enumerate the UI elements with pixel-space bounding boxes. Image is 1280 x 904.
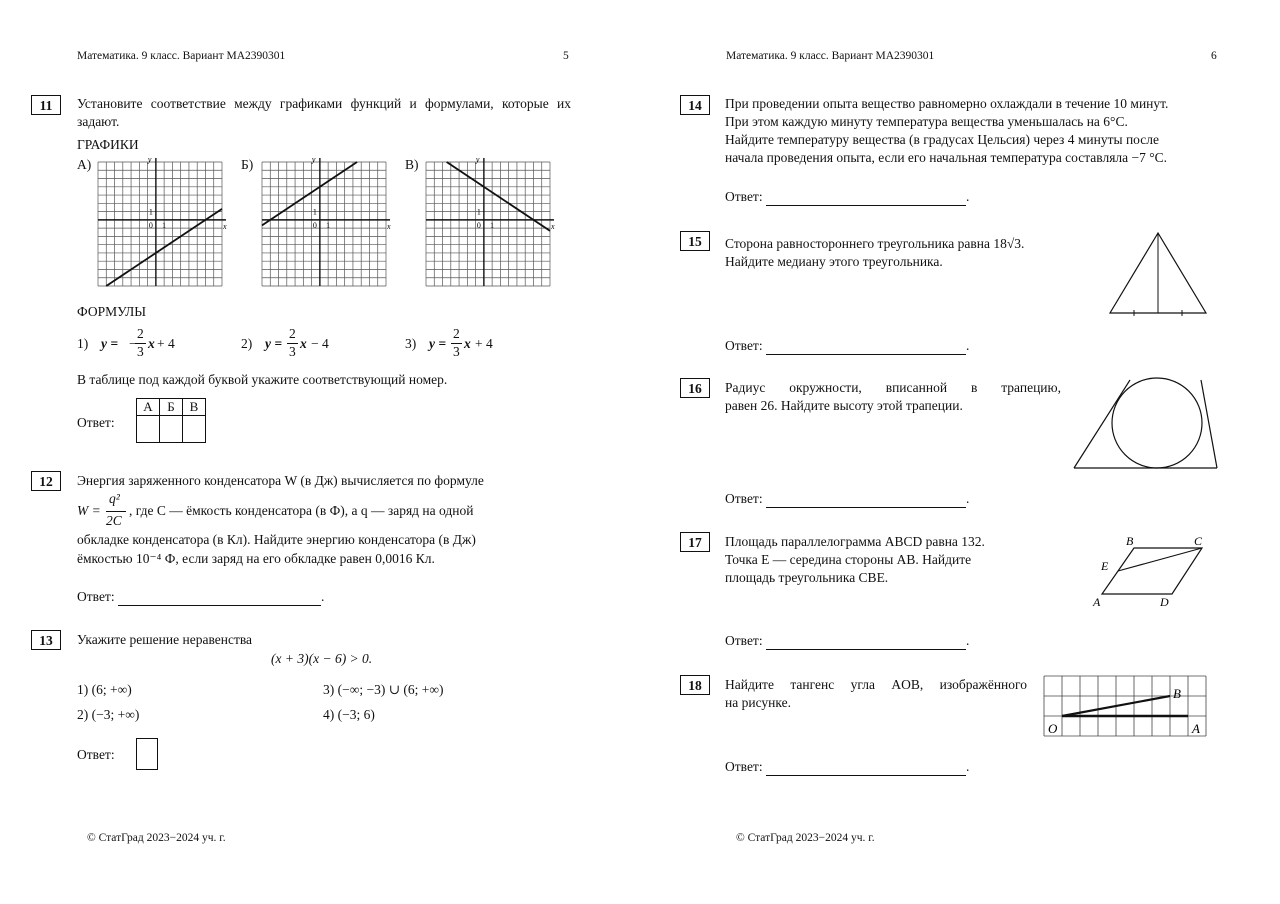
label-a: A [1093, 595, 1101, 609]
graph-a [98, 155, 227, 286]
task-13-answer-box[interactable] [136, 738, 158, 770]
tick-x-one: 1 [162, 220, 167, 230]
task-13-option-4[interactable]: 4) (−3; 6) [323, 707, 375, 722]
task-13-answer-label: Ответ: [77, 747, 115, 762]
trapezoid-figure [1073, 378, 1219, 470]
answer-cell-c[interactable] [183, 416, 206, 443]
task-14-number: 14 [680, 95, 710, 115]
task-16-number: 16 [680, 378, 710, 398]
left-footer: © СтатГрад 2023−2024 уч. г. [87, 832, 226, 844]
graph-b-line [262, 162, 357, 225]
parallelogram-figure [1090, 532, 1210, 610]
task-15-answer-line[interactable] [766, 340, 966, 355]
task-11-answer-table [136, 398, 206, 443]
angle-grid-figure [1044, 676, 1206, 736]
task-17-text: Площадь параллелограмма ABCD равна 132. Точка E — середина стороны AB. Найдите площадь треугольника CBE. [725, 534, 985, 585]
label-b: B [1126, 534, 1134, 548]
task-13-option-1[interactable]: 1) (6; +∞) [77, 682, 132, 697]
y-axis-label: y [311, 155, 316, 164]
graph-b [262, 155, 391, 286]
answer-cell-a[interactable] [137, 416, 160, 443]
task-13-number: 13 [31, 630, 61, 650]
graph-letter-b: Б) [241, 157, 254, 172]
graphs-label: ГРАФИКИ [77, 137, 139, 152]
formulas-label: ФОРМУЛЫ [77, 304, 147, 319]
task-18-number: 18 [680, 675, 710, 695]
graph-letter-c: В) [405, 157, 419, 172]
task-11-text: Установите соответствие между графиками функций и формулами, которые их задают. [77, 96, 571, 129]
task-12-formula-line: W = q² 2C , где C — ёмкость конденсатора (в Ф), а q — заряд на одной [77, 491, 474, 528]
answer-header-a: А [137, 399, 160, 416]
y-axis-label: y [475, 155, 480, 164]
label-o: O [1048, 721, 1058, 736]
task-17-answer-line[interactable] [766, 635, 966, 650]
task-14-answer: Ответ: . [725, 189, 970, 204]
task-14-answer-line[interactable] [766, 191, 966, 206]
graph-letter-a: А) [77, 157, 92, 172]
task-12-line1: Энергия заряженного конденсатора W (в Дж) вычисляется по формуле [77, 473, 484, 488]
tick-y-one: 1 [148, 207, 153, 217]
task-15-answer: Ответ: . [725, 338, 970, 353]
label-a: A [1192, 721, 1200, 736]
task-17-number: 17 [680, 532, 710, 552]
task-12-line3: обкладке конденсатора (в Кл). Найдите энергию конденсатора (в Дж) [77, 532, 476, 547]
left-header: Математика. 9 класс. Вариант МА2390301 [77, 50, 286, 62]
x-axis-label: x [387, 221, 391, 231]
left-page-number: 5 [563, 50, 569, 62]
label-e: E [1101, 559, 1109, 573]
answer-header-b: Б [160, 399, 183, 416]
triangle-figure [1108, 230, 1208, 316]
tick-zero: 0 [148, 220, 153, 230]
task-12-number: 12 [31, 471, 61, 491]
formula-2: 2) y = 2 3 x − 4 [241, 326, 329, 359]
task-18-answer: Ответ: . [725, 759, 970, 774]
task-11-number: 11 [31, 95, 61, 115]
tick-y-one: 1 [476, 207, 481, 217]
task-11-answer-label: Ответ: [77, 415, 115, 430]
tick-x-one: 1 [490, 220, 495, 230]
y-axis-label: y [147, 155, 152, 164]
right-footer: © СтатГрад 2023−2024 уч. г. [736, 832, 875, 844]
tick-x-one: 1 [326, 220, 331, 230]
task-15-text: Сторона равностороннего треугольника равна 18√3. Найдите медиану этого треугольника. [725, 236, 1025, 269]
x-axis-label: x [551, 221, 555, 231]
task-14-text: При проведении опыта вещество равномерно охлаждали в течение 10 минут. При этом каждую минуту температура вещества уменьшалась на 6°C. Найдите температуру вещества (в градусах Цельсия) через 4 минуты после начала проведения опыта, если его начальная температура составляла −7 °C. [725, 96, 1169, 165]
formula-3: 3) y = 2 3 x + 4 [405, 326, 493, 359]
task-16-text: Радиус окружности, вписанной в трапецию, равен 26. Найдите высоту этой трапеции. [725, 380, 1061, 413]
task-13-text: Укажите решение неравенства [77, 632, 253, 647]
label-d: D [1160, 595, 1169, 609]
label-b: B [1173, 686, 1181, 701]
task-13-inequality: (x + 3)(x − 6) > 0. [271, 651, 373, 666]
tick-zero: 0 [476, 220, 481, 230]
answer-header-c: В [183, 399, 206, 416]
tick-zero: 0 [312, 220, 317, 230]
task-12-answer-line[interactable] [118, 591, 321, 606]
task-12-line4: ёмкостью 10⁻⁴ Ф, если заряд на его обкладке равен 0,0016 Кл. [77, 551, 435, 566]
tick-y-one: 1 [312, 207, 317, 217]
task-12-answer: Ответ: . [77, 589, 325, 604]
task-17-answer: Ответ: . [725, 633, 970, 648]
answer-cell-b[interactable] [160, 416, 183, 443]
task-18-answer-line[interactable] [766, 761, 966, 776]
task-13-option-3[interactable]: 3) (−∞; −3) ∪ (6; +∞) [323, 682, 444, 697]
task-16-answer: Ответ: . [725, 491, 970, 506]
x-axis-label: x [223, 221, 227, 231]
right-header: Математика. 9 класс. Вариант МА2390301 [726, 50, 935, 62]
graph-c [426, 155, 555, 286]
formula-1: 1) y = − 2 3 x + 4 [77, 326, 175, 359]
table-instruction: В таблице под каждой буквой укажите соответствующий номер. [77, 372, 448, 387]
task-13-option-2[interactable]: 2) (−3; +∞) [77, 707, 140, 722]
task-18-text: Найдите тангенс угла AOB, изображённого на рисунке. [725, 677, 1027, 710]
label-c: C [1194, 534, 1203, 548]
right-page-number: 6 [1211, 50, 1217, 62]
task-15-number: 15 [680, 231, 710, 251]
task-16-answer-line[interactable] [766, 493, 966, 508]
